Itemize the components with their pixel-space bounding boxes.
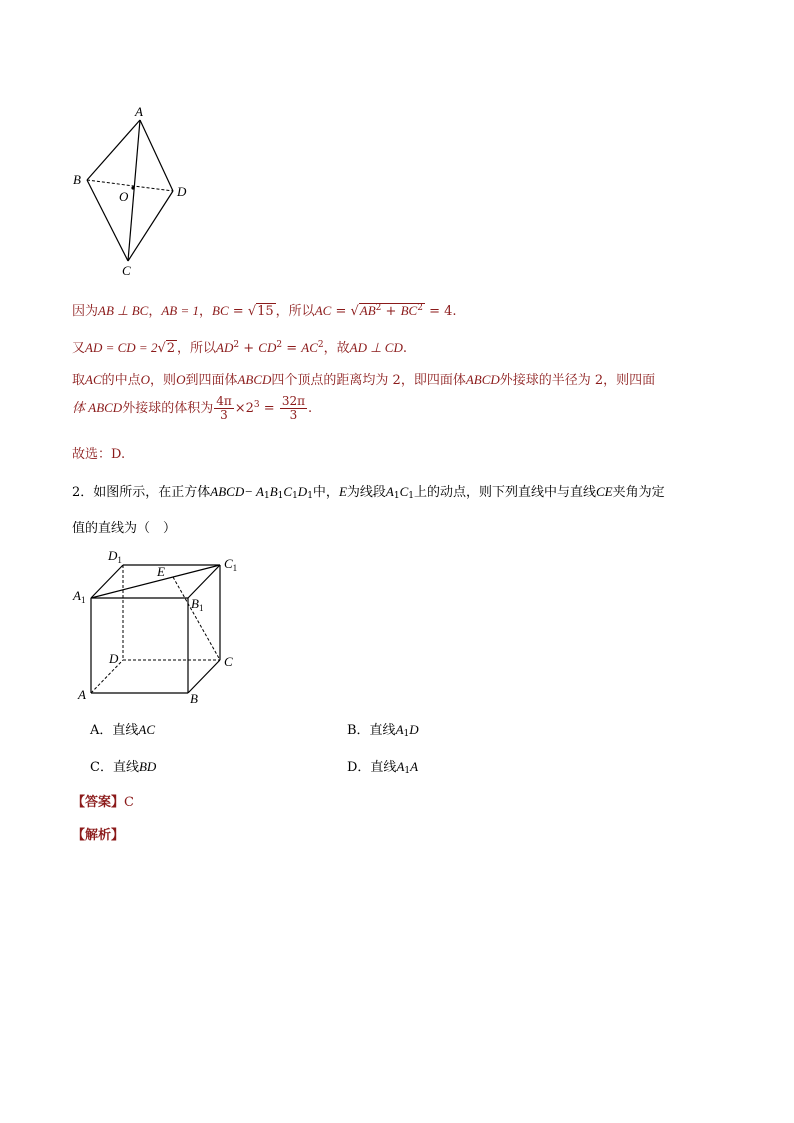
label-A: A <box>135 104 143 119</box>
math: 1 <box>408 491 414 501</box>
math: D <box>297 484 308 499</box>
text: 中， <box>312 485 339 500</box>
text: 的中点 <box>101 373 141 388</box>
math: 2 <box>276 340 283 350</box>
math: CE <box>596 484 613 499</box>
edge-BC <box>188 660 220 693</box>
math: AD = CD = 2 <box>85 340 158 355</box>
text: 外接球的体积为 <box>122 401 214 416</box>
math: ABCD <box>237 372 272 387</box>
text: 上的动点，则下列直线中与直线 <box>414 485 597 500</box>
math: A <box>395 722 404 737</box>
label-D: D <box>109 651 119 666</box>
text: 取 <box>72 373 86 388</box>
cube-diagram <box>70 545 250 710</box>
math: 1 <box>393 491 400 501</box>
numerator: 32π <box>281 394 305 408</box>
math: 2 <box>417 303 423 313</box>
label-C1: $C_1$ <box>224 556 238 573</box>
math: 1 <box>404 766 411 776</box>
option-label: B．直线 <box>347 723 396 738</box>
math: 1 <box>277 491 284 501</box>
analysis-heading: 【解析】 <box>72 828 125 843</box>
text: . <box>402 341 407 356</box>
label-C: C <box>224 654 233 669</box>
sqrt-symbol: √ <box>157 341 166 356</box>
answer-heading: 【答案】 <box>72 795 125 810</box>
math: BC <box>400 303 418 318</box>
solution-line-5: 故选：D. <box>72 447 126 462</box>
text: ， <box>199 304 213 319</box>
math: 15 <box>257 304 274 319</box>
point-O <box>131 186 134 189</box>
text: 外接球的半径为 2，则四面 <box>499 373 656 388</box>
label-D1: $D_1$ <box>108 548 122 565</box>
math: 体 ABCD <box>72 400 123 415</box>
option-label: A．直线 <box>90 723 139 738</box>
text: ，故 <box>323 341 350 356</box>
math: 2 <box>317 340 324 350</box>
denominator: 3 <box>289 408 298 422</box>
numerator: 4π <box>216 394 232 408</box>
solution-line-2 <box>72 337 407 356</box>
math: AB = 1 <box>161 303 200 318</box>
text: 因为 <box>72 304 99 319</box>
math: 2 <box>233 340 240 350</box>
edge-DC <box>128 191 173 261</box>
math: 1 <box>292 491 298 501</box>
text: ，所以 <box>177 341 217 356</box>
math: C <box>283 484 293 499</box>
math: 2 <box>166 341 176 356</box>
math: AD ⊥ CD <box>349 340 403 355</box>
math: AC <box>314 303 332 318</box>
label-B: B <box>190 691 198 706</box>
edge-B1C1 <box>188 565 220 598</box>
solution-line-4 <box>72 395 312 422</box>
math: ABCD <box>465 372 500 387</box>
label-O: O <box>119 189 129 204</box>
math: = 4 <box>424 304 453 319</box>
edge-A1D1 <box>91 565 123 598</box>
math: CD <box>258 340 277 355</box>
math: BC <box>212 303 229 318</box>
math: A <box>410 759 419 774</box>
math: 1 <box>403 729 410 739</box>
text: 夹角为定 <box>612 485 665 500</box>
text: ， <box>148 304 162 319</box>
analysis-line <box>72 824 124 843</box>
math: = <box>331 304 351 319</box>
math: E <box>338 484 347 499</box>
question-2-line-2: 值的直线为（ ） <box>72 521 177 536</box>
math: A <box>396 759 405 774</box>
math: 2 <box>375 303 382 313</box>
sqrt-content <box>359 303 425 319</box>
sqrt-symbol: √ <box>350 304 359 319</box>
text: 又 <box>72 341 86 356</box>
label-D: D <box>177 184 187 199</box>
math: B <box>269 484 278 499</box>
math: AC <box>138 722 156 737</box>
option-A[interactable] <box>90 719 155 738</box>
edge-AB <box>87 120 140 180</box>
label-B: B <box>73 172 81 187</box>
solution-line-1 <box>72 300 457 319</box>
math: A <box>385 484 394 499</box>
math: + <box>381 304 401 319</box>
math: O <box>176 372 186 387</box>
tetrahedron-diagram <box>60 100 210 285</box>
math: AB ⊥ BC <box>98 303 149 318</box>
math: D <box>409 722 419 737</box>
math: 3 <box>253 400 260 410</box>
label-C: C <box>122 263 131 278</box>
answer-line <box>72 791 134 810</box>
denominator: 3 <box>220 408 228 422</box>
solution-line-3 <box>72 369 655 388</box>
text: 四个顶点的距离均为 2，即四面体 <box>271 373 466 388</box>
text: 到四面体 <box>185 373 238 388</box>
math: ABCD <box>210 484 245 499</box>
math: ×2 <box>234 401 254 416</box>
math: + <box>239 341 259 356</box>
text: ，所以 <box>275 304 315 319</box>
answer-value: C <box>124 795 134 810</box>
label-A: A <box>78 687 86 702</box>
math: BD <box>138 759 157 774</box>
edge-AC <box>128 120 140 261</box>
math: AC <box>85 372 102 387</box>
option-C[interactable] <box>90 756 156 775</box>
text: 为线段 <box>346 485 386 500</box>
math: O <box>140 372 151 387</box>
text: . <box>452 304 457 319</box>
math: = <box>282 341 302 356</box>
option-label: C．直线 <box>90 760 139 775</box>
question-2-line-1 <box>72 481 665 501</box>
edge-AD <box>140 120 173 191</box>
math: 1 <box>263 491 270 501</box>
math: C <box>399 484 409 499</box>
option-B[interactable] <box>347 719 419 739</box>
label-E: E <box>157 564 165 579</box>
text: 2．如图所示，在正方体 <box>72 485 211 500</box>
math: AD <box>216 340 234 355</box>
option-D[interactable] <box>347 756 418 776</box>
math: − A <box>244 484 264 499</box>
label-A1: $A_1$ <box>73 588 86 605</box>
math: = <box>228 304 248 319</box>
option-label: D．直线 <box>347 760 397 775</box>
segment-A1C1 <box>91 565 220 598</box>
fraction-32pi-3 <box>280 395 307 422</box>
fraction-4pi-3 <box>214 395 234 422</box>
math: AC <box>301 340 318 355</box>
text: . <box>307 401 313 416</box>
sqrt-symbol: √ <box>247 304 257 319</box>
text: ，则 <box>150 373 177 388</box>
math: = <box>259 401 279 416</box>
label-B1: $B_1$ <box>191 596 204 613</box>
edge-BD-dashed <box>87 180 173 191</box>
math: 1 <box>307 491 313 501</box>
math: AB <box>359 303 376 318</box>
